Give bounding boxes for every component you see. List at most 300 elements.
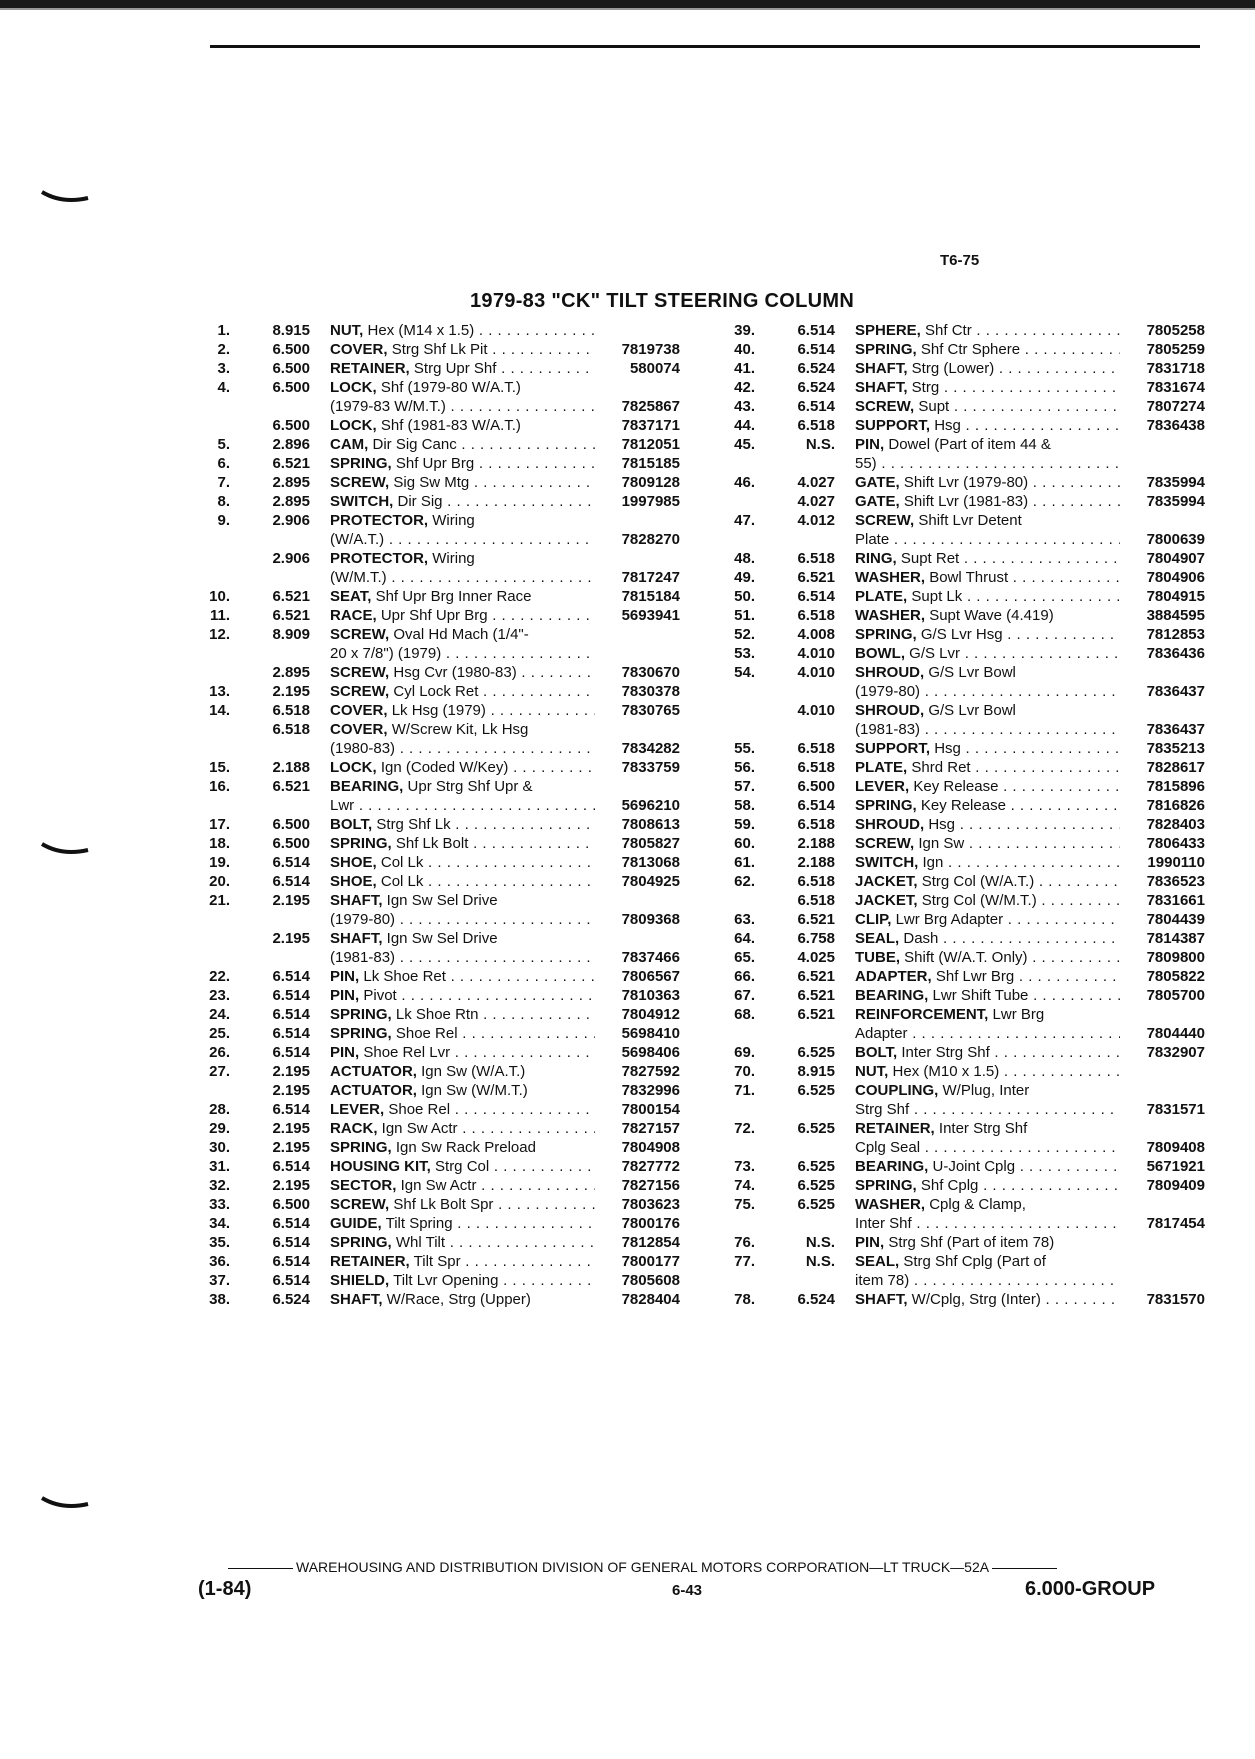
part-detail: Col Lk xyxy=(380,854,424,871)
parts-row xyxy=(705,1271,1205,1290)
part-number: 7825867 xyxy=(621,398,680,415)
group-number: 6.518 xyxy=(797,816,835,833)
part-number: 7805608 xyxy=(621,1272,680,1289)
part-description xyxy=(855,663,1120,682)
part-number: 7828404 xyxy=(621,1291,680,1308)
part-number: 7831674 xyxy=(1146,379,1205,396)
part-detail: Shf (1981-83 W/A.T.) xyxy=(380,417,521,434)
group-number: 6.500 xyxy=(272,417,310,434)
parts-row xyxy=(180,530,680,549)
part-name: SHAFT, xyxy=(330,930,383,947)
part-detail: W/Cplg, Strg (Inter) xyxy=(911,1291,1041,1308)
item-number: 78. xyxy=(734,1291,755,1308)
part-description xyxy=(855,910,1120,929)
part-name: SCREW, xyxy=(330,474,390,491)
part-description xyxy=(855,739,1120,758)
parts-row xyxy=(705,1024,1205,1043)
part-detail: Col Lk xyxy=(380,873,424,890)
part-detail: Ign Sw (W/M.T.) xyxy=(421,1082,528,1099)
group-number: 2.188 xyxy=(797,854,835,871)
group-number: 6.500 xyxy=(797,778,835,795)
item-number: 59. xyxy=(734,816,755,833)
group-number: 2.195 xyxy=(272,1063,310,1080)
part-description xyxy=(330,1081,595,1100)
group-number: 4.027 xyxy=(797,474,835,491)
part-name: SPRING, xyxy=(330,835,392,852)
part-name: WASHER, xyxy=(855,1196,926,1213)
item-number: 54. xyxy=(734,664,755,681)
part-name: RACK, xyxy=(330,1120,378,1137)
binder-hole-mark-icon xyxy=(40,842,90,858)
group-number: 6.500 xyxy=(272,341,310,358)
part-detail: Shf Lk Bolt Spr xyxy=(393,1196,494,1213)
parts-row xyxy=(705,1290,1205,1309)
part-detail: Plate xyxy=(855,531,890,548)
parts-row xyxy=(180,1157,680,1176)
part-description xyxy=(330,1214,595,1233)
item-number: 43. xyxy=(734,398,755,415)
part-description xyxy=(855,1214,1120,1233)
part-detail: Supt xyxy=(918,398,950,415)
part-name: COVER, xyxy=(330,721,388,738)
footer-division-text: WAREHOUSING AND DISTRIBUTION DIVISION OF GENERAL MOTORS CORPORATION—LT TRUCK—52A xyxy=(296,1559,990,1575)
part-number: 7830378 xyxy=(621,683,680,700)
item-number: 44. xyxy=(734,417,755,434)
group-number: 6.500 xyxy=(272,1196,310,1213)
parts-row xyxy=(705,473,1205,492)
part-name: CLIP, xyxy=(855,911,892,928)
item-number: 16. xyxy=(209,778,230,795)
part-detail: Ign xyxy=(922,854,944,871)
group-number: 6.521 xyxy=(272,588,310,605)
parts-row xyxy=(180,625,680,644)
part-description xyxy=(330,777,595,796)
part-detail: W/Plug, Inter xyxy=(942,1082,1030,1099)
part-description xyxy=(330,796,595,815)
group-number: 6.524 xyxy=(797,360,835,377)
part-name: PIN, xyxy=(330,1044,360,1061)
group-number: 6.514 xyxy=(272,1044,310,1061)
part-description xyxy=(330,1043,595,1062)
part-number: 5671921 xyxy=(1146,1158,1205,1175)
part-name: SUPPORT, xyxy=(855,417,931,434)
item-number: 11. xyxy=(209,607,230,624)
part-detail: Ign Sw Sel Drive xyxy=(386,892,498,909)
part-description xyxy=(855,853,1120,872)
part-name: COUPLING, xyxy=(855,1082,939,1099)
part-detail: Lk Shoe Ret xyxy=(363,968,446,985)
parts-row xyxy=(180,739,680,758)
part-name: SECTOR, xyxy=(330,1177,397,1194)
parts-list-right-column xyxy=(705,321,1205,1309)
group-number: 6.758 xyxy=(797,930,835,947)
part-name: JACKET, xyxy=(855,892,918,909)
part-name: RING, xyxy=(855,550,897,567)
parts-row xyxy=(180,1252,680,1271)
part-detail: Shift Lvr (1979-80) xyxy=(903,474,1029,491)
group-number: 8.909 xyxy=(272,626,310,643)
group-number: 6.514 xyxy=(272,1272,310,1289)
item-number: 27. xyxy=(209,1063,230,1080)
part-description xyxy=(855,1290,1120,1309)
part-number: 7814387 xyxy=(1146,930,1205,947)
part-name: SHAFT, xyxy=(855,360,908,377)
item-number: 64. xyxy=(734,930,755,947)
parts-row xyxy=(180,967,680,986)
part-number: 7817247 xyxy=(621,569,680,586)
item-number: 60. xyxy=(734,835,755,852)
part-number: 7828403 xyxy=(1146,816,1205,833)
part-description xyxy=(330,492,595,511)
item-number: 77. xyxy=(734,1253,755,1270)
group-number: 6.524 xyxy=(272,1291,310,1308)
part-description xyxy=(855,1195,1120,1214)
part-description xyxy=(855,1005,1120,1024)
part-name: SPHERE, xyxy=(855,322,921,339)
part-description xyxy=(855,378,1120,397)
part-name: ADAPTER, xyxy=(855,968,932,985)
part-description xyxy=(855,1271,1120,1290)
parts-row xyxy=(705,1195,1205,1214)
part-name: PIN, xyxy=(855,1234,885,1251)
part-description xyxy=(855,1043,1120,1062)
part-detail: Pivot xyxy=(363,987,397,1004)
part-description xyxy=(855,796,1120,815)
part-description xyxy=(330,340,595,359)
group-number: 6.500 xyxy=(272,835,310,852)
part-detail: Upr Shf Upr Brg xyxy=(380,607,488,624)
parts-row xyxy=(180,1119,680,1138)
item-number: 70. xyxy=(734,1063,755,1080)
part-number: 7800639 xyxy=(1146,531,1205,548)
parts-row xyxy=(180,644,680,663)
part-detail: Shf (1979-80 W/A.T.) xyxy=(380,379,521,396)
group-number: N.S. xyxy=(805,1253,835,1270)
part-detail: W/Race, Strg (Upper) xyxy=(386,1291,531,1308)
parts-row xyxy=(705,397,1205,416)
item-number: 33. xyxy=(209,1196,230,1213)
parts-row xyxy=(180,359,680,378)
item-number: 14. xyxy=(209,702,230,719)
part-detail: (W/M.T.) xyxy=(330,569,387,586)
item-number: 40. xyxy=(734,341,755,358)
part-number: 7816826 xyxy=(1146,797,1205,814)
part-number: 7804907 xyxy=(1146,550,1205,567)
group-number: 4.027 xyxy=(797,493,835,510)
group-number: 2.896 xyxy=(272,436,310,453)
item-number: 63. xyxy=(734,911,755,928)
part-name: BOWL, xyxy=(855,645,905,662)
part-name: SHAFT, xyxy=(855,1291,908,1308)
parts-row xyxy=(705,948,1205,967)
group-number: 6.521 xyxy=(797,569,835,586)
item-number: 23. xyxy=(209,987,230,1004)
parts-row xyxy=(705,815,1205,834)
item-number: 52. xyxy=(734,626,755,643)
part-description xyxy=(330,1138,595,1157)
part-description xyxy=(855,568,1120,587)
item-number: 10. xyxy=(209,588,230,605)
parts-row xyxy=(705,1252,1205,1271)
parts-row xyxy=(705,929,1205,948)
item-number: 9. xyxy=(217,512,230,529)
part-number: 7809368 xyxy=(621,911,680,928)
part-number: 7813068 xyxy=(621,854,680,871)
part-number: 7812854 xyxy=(621,1234,680,1251)
part-detail: 20 x 7/8") (1979) xyxy=(330,645,442,662)
part-name: SWITCH, xyxy=(330,493,394,510)
parts-row xyxy=(705,758,1205,777)
part-name: SHAFT, xyxy=(330,892,383,909)
parts-row xyxy=(705,1081,1205,1100)
parts-row xyxy=(705,891,1205,910)
part-number: 7827772 xyxy=(621,1158,680,1175)
item-number: 45. xyxy=(734,436,755,453)
group-number: 4.025 xyxy=(797,949,835,966)
part-description xyxy=(330,1271,595,1290)
part-number: 7817454 xyxy=(1146,1215,1205,1232)
part-description xyxy=(330,606,595,625)
binder-hole-mark-icon xyxy=(40,190,90,206)
part-name: SWITCH, xyxy=(855,854,919,871)
parts-row xyxy=(705,1176,1205,1195)
parts-row xyxy=(705,796,1205,815)
part-description xyxy=(330,834,595,853)
parts-row xyxy=(705,568,1205,587)
part-detail: Inter Strg Shf xyxy=(901,1044,990,1061)
part-number: 1997985 xyxy=(621,493,680,510)
item-number: 38. xyxy=(209,1291,230,1308)
part-description xyxy=(855,1024,1120,1043)
part-name: BEARING, xyxy=(330,778,404,795)
group-number: 2.895 xyxy=(272,474,310,491)
part-name: BOLT, xyxy=(855,1044,898,1061)
part-description xyxy=(330,758,595,777)
group-number: 6.521 xyxy=(797,911,835,928)
item-number: 53. xyxy=(734,645,755,662)
part-number: 7800176 xyxy=(621,1215,680,1232)
part-detail: 55) xyxy=(855,455,877,472)
part-name: PROTECTOR, xyxy=(330,550,429,567)
part-description xyxy=(855,587,1120,606)
group-number: 6.521 xyxy=(797,987,835,1004)
part-detail: (1981-83) xyxy=(855,721,921,738)
group-number: 6.518 xyxy=(797,873,835,890)
part-detail: Shrd Ret xyxy=(911,759,971,776)
group-number: 6.514 xyxy=(272,1006,310,1023)
parts-row xyxy=(180,1005,680,1024)
parts-list-left-column xyxy=(180,321,680,1309)
parts-row xyxy=(180,872,680,891)
part-description xyxy=(855,758,1120,777)
item-number: 41. xyxy=(734,360,755,377)
part-number: 7815185 xyxy=(621,455,680,472)
part-detail: Ign Sw (W/A.T.) xyxy=(421,1063,526,1080)
part-description xyxy=(330,701,595,720)
group-number: 6.525 xyxy=(797,1120,835,1137)
group-number: 6.524 xyxy=(797,1291,835,1308)
part-detail: Adapter xyxy=(855,1025,908,1042)
item-number: 73. xyxy=(734,1158,755,1175)
part-description xyxy=(855,834,1120,853)
part-name: LOCK, xyxy=(330,379,377,396)
part-detail: Wiring xyxy=(432,550,475,567)
group-number: 6.521 xyxy=(797,968,835,985)
parts-row xyxy=(705,910,1205,929)
part-description xyxy=(855,872,1120,891)
part-detail: Lwr Brg xyxy=(992,1006,1045,1023)
part-detail: Strg Shf Lk Pit xyxy=(391,341,488,358)
part-number: 7805700 xyxy=(1146,987,1205,1004)
parts-row xyxy=(180,606,680,625)
part-name: SHOE, xyxy=(330,854,377,871)
item-number: 20. xyxy=(209,873,230,890)
item-number: 17. xyxy=(209,816,230,833)
part-name: SHAFT, xyxy=(330,1291,383,1308)
group-number: 6.518 xyxy=(797,759,835,776)
part-detail: G/S Lvr Bowl xyxy=(928,702,1016,719)
part-number: 7809800 xyxy=(1146,949,1205,966)
part-description xyxy=(855,1062,1120,1081)
part-description xyxy=(855,416,1120,435)
part-number: 7815184 xyxy=(621,588,680,605)
item-number: 19. xyxy=(209,854,230,871)
part-detail: Shf Cplg xyxy=(920,1177,979,1194)
part-name: GATE, xyxy=(855,493,900,510)
part-detail: Sig Sw Mtg xyxy=(393,474,470,491)
group-number: 6.521 xyxy=(272,778,310,795)
part-detail: Dash xyxy=(903,930,939,947)
part-detail: Cyl Lock Ret xyxy=(393,683,479,700)
part-name: BOLT, xyxy=(330,816,373,833)
parts-row xyxy=(180,929,680,948)
part-name: SEAT, xyxy=(330,588,372,605)
part-detail: Ign Sw Sel Drive xyxy=(386,930,498,947)
item-number: 6. xyxy=(217,455,230,472)
parts-row xyxy=(705,1043,1205,1062)
parts-row xyxy=(705,530,1205,549)
part-name: SHROUD, xyxy=(855,664,925,681)
parts-row xyxy=(180,435,680,454)
part-description xyxy=(330,891,595,910)
part-name: PIN, xyxy=(330,968,360,985)
part-name: GATE, xyxy=(855,474,900,491)
part-detail: Strg (Lower) xyxy=(911,360,995,377)
item-number: 69. xyxy=(734,1044,755,1061)
part-detail: Shf Lwr Brg xyxy=(935,968,1015,985)
part-detail: Supt Lk xyxy=(911,588,963,605)
part-number: 7812853 xyxy=(1146,626,1205,643)
item-number: 24. xyxy=(209,1006,230,1023)
group-number: 2.188 xyxy=(272,759,310,776)
parts-row xyxy=(180,454,680,473)
part-detail: Shf Upr Brg xyxy=(395,455,475,472)
item-number: 68. xyxy=(734,1006,755,1023)
part-name: WASHER, xyxy=(855,569,926,586)
part-detail: Tilt Lvr Opening xyxy=(393,1272,499,1289)
group-number: 2.906 xyxy=(272,550,310,567)
part-detail: Hex (M10 x 1.5) xyxy=(892,1063,1000,1080)
part-description xyxy=(855,720,1120,739)
item-number: 36. xyxy=(209,1253,230,1270)
part-name: COVER, xyxy=(330,702,388,719)
part-description xyxy=(855,644,1120,663)
part-name: RACE, xyxy=(330,607,377,624)
part-number: 7831571 xyxy=(1146,1101,1205,1118)
part-name: PROTECTOR, xyxy=(330,512,429,529)
part-description xyxy=(330,1157,595,1176)
part-number: 7830765 xyxy=(621,702,680,719)
part-number: 7837171 xyxy=(621,417,680,434)
part-number: 7832907 xyxy=(1146,1044,1205,1061)
parts-row xyxy=(180,777,680,796)
parts-row xyxy=(180,948,680,967)
parts-row xyxy=(705,511,1205,530)
part-description xyxy=(330,644,595,663)
part-description xyxy=(855,929,1120,948)
part-description xyxy=(330,1290,595,1309)
group-number: 6.525 xyxy=(797,1044,835,1061)
parts-row xyxy=(180,663,680,682)
item-number: 62. xyxy=(734,873,755,890)
group-number: 4.008 xyxy=(797,626,835,643)
part-number: 7831718 xyxy=(1146,360,1205,377)
part-number: 7807274 xyxy=(1146,398,1205,415)
parts-row xyxy=(705,720,1205,739)
part-description xyxy=(330,530,595,549)
part-name: SPRING, xyxy=(855,626,917,643)
scan-top-band xyxy=(0,0,1255,8)
part-detail: Cplg & Clamp, xyxy=(929,1196,1026,1213)
part-name: RETAINER, xyxy=(330,1253,410,1270)
part-detail: Dir Sig xyxy=(397,493,443,510)
item-number: 58. xyxy=(734,797,755,814)
parts-row xyxy=(180,340,680,359)
parts-row xyxy=(705,739,1205,758)
part-description xyxy=(855,492,1120,511)
part-detail: G/S Lvr Bowl xyxy=(928,664,1016,681)
part-number: 7805258 xyxy=(1146,322,1205,339)
part-detail: Supt Ret xyxy=(900,550,960,567)
part-description xyxy=(855,1119,1120,1138)
part-detail: Hsg xyxy=(928,816,956,833)
parts-row xyxy=(180,1176,680,1195)
part-detail: (1979-80) xyxy=(855,683,921,700)
group-number: 6.518 xyxy=(797,892,835,909)
part-detail: Hsg xyxy=(934,417,961,434)
item-number: 49. xyxy=(734,569,755,586)
parts-row xyxy=(705,435,1205,454)
part-number: 7827156 xyxy=(621,1177,680,1194)
group-number: 6.521 xyxy=(272,607,310,624)
item-number: 15. xyxy=(209,759,230,776)
group-number: 6.514 xyxy=(797,322,835,339)
part-detail: (1980-83) xyxy=(330,740,396,757)
group-number: N.S. xyxy=(805,436,835,453)
part-description xyxy=(330,1062,595,1081)
part-name: SPRING, xyxy=(330,455,392,472)
item-number: 1. xyxy=(217,322,230,339)
item-number: 2. xyxy=(217,341,230,358)
group-number: 6.514 xyxy=(272,873,310,890)
group-number: 8.915 xyxy=(797,1063,835,1080)
group-number: 6.518 xyxy=(797,607,835,624)
part-description xyxy=(330,929,595,948)
part-number: 7803623 xyxy=(621,1196,680,1213)
part-detail: Lwr Shift Tube xyxy=(932,987,1029,1004)
part-detail: W/Screw Kit, Lk Hsg xyxy=(391,721,529,738)
part-number: 7804440 xyxy=(1146,1025,1205,1042)
